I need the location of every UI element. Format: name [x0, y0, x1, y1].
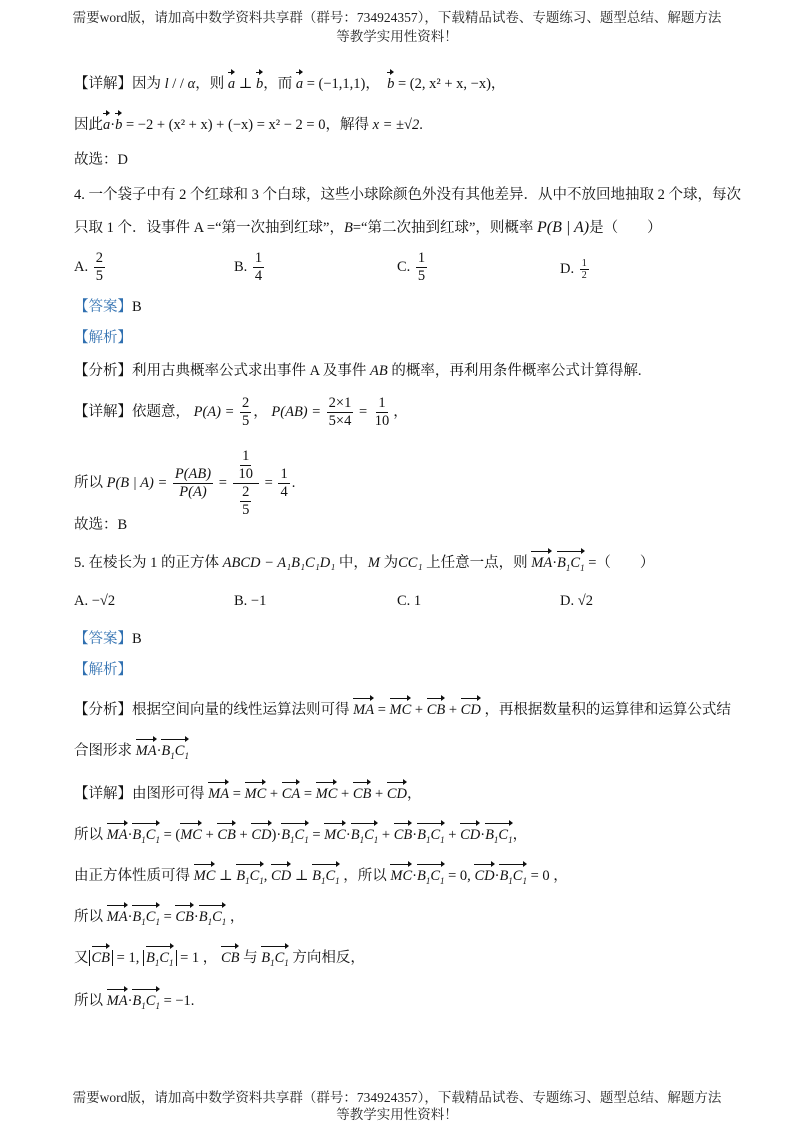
promo-footer-line1: 需要word版，请加高中数学资料共享群（群号：734924357），下载精品试卷、专题练习、题型总结、解题方法 [72, 1090, 722, 1105]
q5-option-d: D. √2 [560, 593, 593, 609]
q5-fenxi-line2: 合图形求 $MA\cdot B_1C_1$ [74, 738, 189, 766]
q5-fenxi-line1: 【分析】根据空间向量的线性运算法则可得 MA = MC + CB + CD ，再根据数量积的运算律和运算公式结 [74, 697, 731, 720]
solution: x = ±√2 [372, 117, 420, 133]
vector-a-value: = (−1,1,1) [306, 76, 366, 92]
q5-detail-line1: 【详解】由图形可得 MA = MC + CA = MC + CB + CD， [74, 781, 421, 804]
q5-option-a: A. −√2 [74, 593, 116, 609]
q4-stem-line2: 只取 1 个．设事件 A =“第一次抽到红球”，B=“第二次抽到红球”，则概率 P(B | A)是（ ） [74, 219, 662, 236]
q4-fenxi: 【分析】利用古典概率公式求出事件 A 及事件 AB 的概率，再利用条件概率公式计算得解. [74, 363, 642, 379]
promo-header-line2: 等教学实用性资料！ [336, 29, 458, 44]
q4-option-d: D. $\frac{1}{2}$ [560, 258, 587, 281]
q5-result: = −1. [163, 993, 195, 1009]
q3-choice: 故选：D [74, 152, 128, 168]
detail-tag: 【详解】 [74, 76, 132, 92]
q4-stem-line1: 4. 一个袋子中有 2 个红球和 3 个白球，这些小球除颜色外没有其他差异．从中不放回地抽取 2 个球，每次 [74, 187, 741, 203]
q4-detail-line2: 所以 P(B | A) = $\frac{P(AB)}{P(A)}$ = $\frac{\frac{1}{10}}{\frac{2}{5}}$ = $\frac{1}{4}$ . [74, 448, 296, 518]
q4-analysis-tag: 【解析】 [74, 330, 132, 346]
q4-option-a: A. $\frac{2}{5}$ [74, 250, 103, 284]
q5-option-c: C. 1 [397, 593, 422, 609]
q5-detail-line4: 所以 $MA\cdot B_1C_1 = CB\cdot B_1C_1$ ， [74, 904, 244, 932]
q3-detail-line2: 因此a·b = −2 + (x² + x) + (−x) = x² − 2 = 0，解得 x = ±√2. [74, 112, 423, 135]
q5-analysis-tag: 【解析】 [74, 662, 132, 678]
q5-answer: 【答案】B [74, 631, 142, 647]
q4-option-b: B. $\frac{1}{4}$ [234, 250, 263, 284]
q4-choice: 故选：B [74, 517, 128, 533]
vector-b-value: = (2, x² + x, −x) [398, 76, 491, 92]
dot-product-calc: = −2 + (x² + x) + (−x) = x² − 2 = 0 [125, 117, 326, 133]
q5-detail-line3: 由正方体性质可得 MC ⊥ $B_1C_1$, CD ⊥ $B_1C_1$ ，所以 $MC\cdot B_1C_1 = 0$, $CD\cdot B_1C_1 = 0$ ， [74, 863, 568, 891]
q3-detail-line1: 【详解】因为 l / / α，则 a ⊥ b，而 a = (−1,1,1)， b = (2, x² + x, −x)， [74, 71, 505, 94]
q4-detail-line1: 【详解】依题意， P(A) = $\frac{2}{5}$ ， P(AB) = $\frac{2\times 1}{5\times 4}$ = $\frac{1}{10}$ ， [74, 395, 408, 429]
q5-detail-line6: 所以 $MA\cdot B_1C_1 = -1$. [74, 988, 194, 1016]
q5-stem: 5. 在棱长为 1 的正方体 ABCD − A₁B₁C₁D₁ 中，M 为CC₁ 上任意一点，则 $MA\cdot B_1C_1$ =（ ） [74, 550, 654, 578]
promo-footer-line2: 等教学实用性资料！ [336, 1107, 458, 1122]
answer-tag: 【答案】 [74, 299, 132, 315]
q5-detail-line5: 又 CB = 1, $B_1C_1 = 1$ ， CB 与 $B_1C_1$ 方向相反， [74, 945, 365, 973]
q4-option-c: C. $\frac{1}{5}$ [397, 250, 426, 284]
q4-answer: 【答案】B [74, 299, 142, 315]
q5-detail-line2: 所以 $MA\cdot B_1C_1 = (MC$ + CB + $CD)\cdot B_1C_1 = MC\cdot B_1C_1 + CB\cdot B_1C_1 + CD\cdot B_1C_1$， [74, 822, 527, 850]
promo-header-line1: 需要word版，请加高中数学资料共享群（群号：734924357），下载精品试卷、专题练习、题型总结、解题方法 [72, 10, 722, 25]
q5-option-b: B. −1 [234, 593, 267, 609]
